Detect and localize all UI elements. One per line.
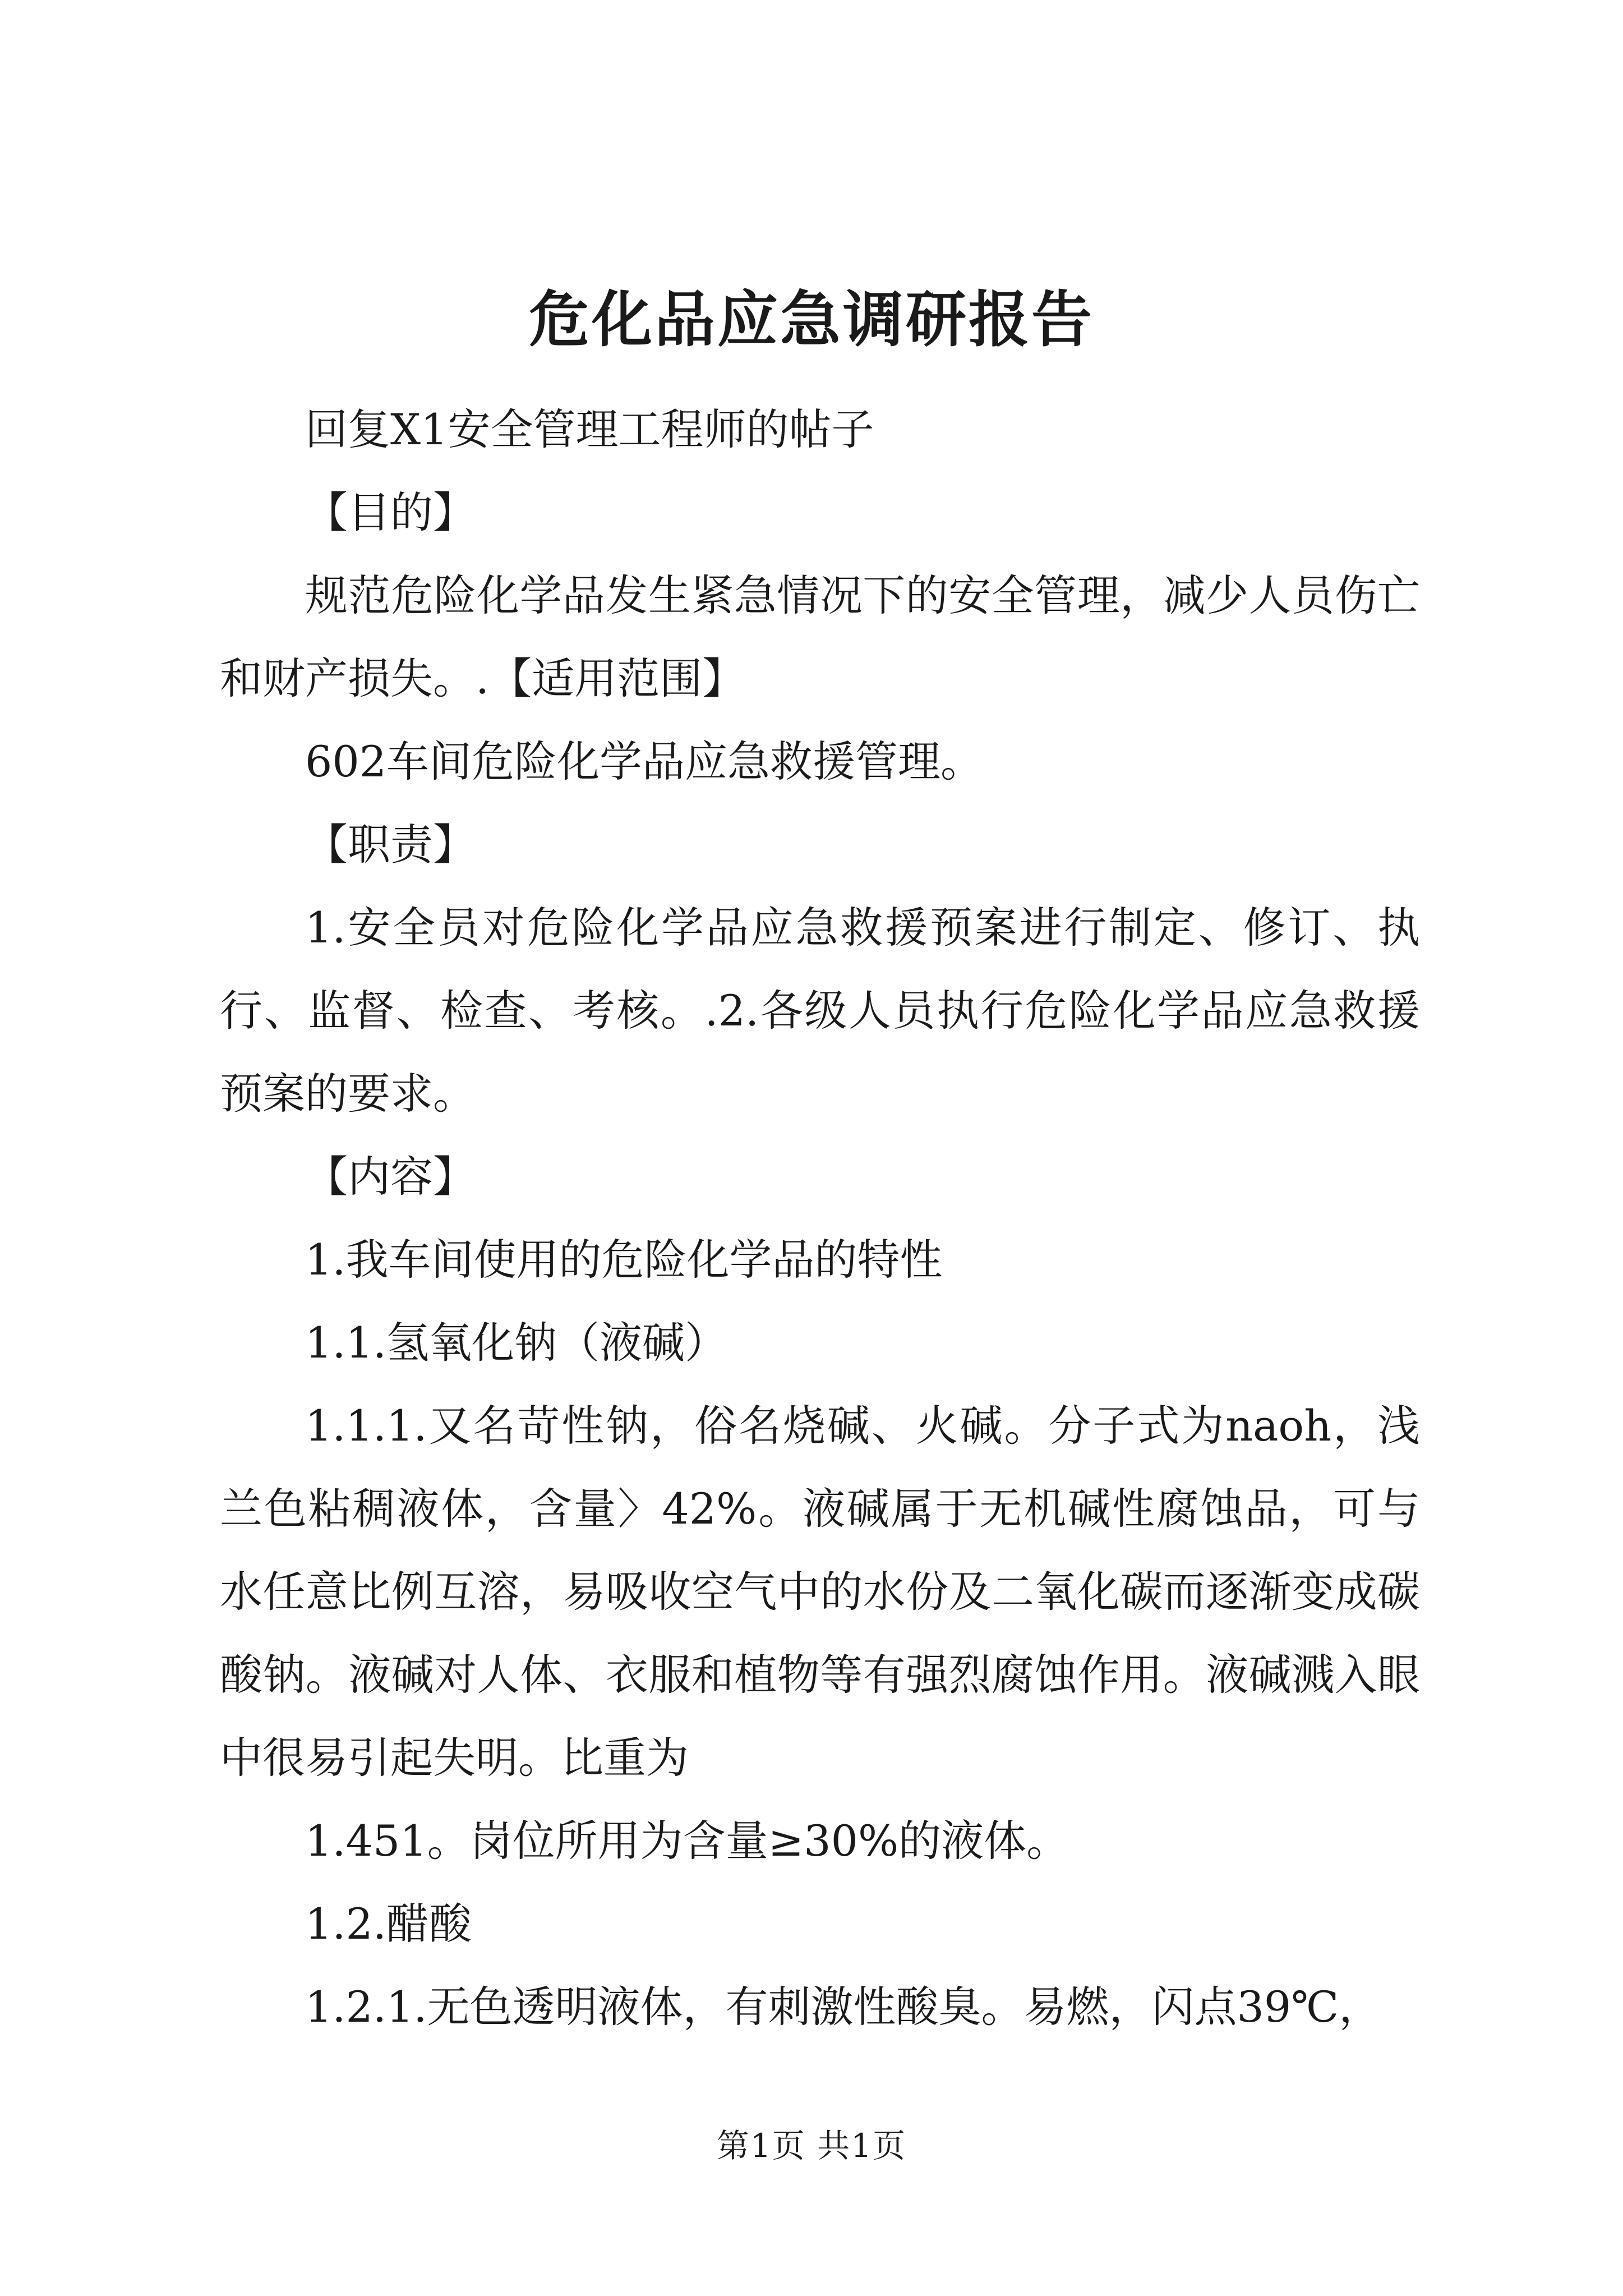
paragraph-acetic-acid-heading: 1.2.醋酸 bbox=[305, 1899, 472, 1949]
paragraph-chemicals-intro: 1.我车间使用的危险化学品的特性 bbox=[305, 1235, 943, 1285]
paragraph-purpose: 规范危险化学品发生紧急情况下的安全管理，减少人员伤亡和财产损失。.【适用范围】 bbox=[220, 570, 1420, 703]
document-title: 危化品应急调研报告 bbox=[528, 284, 1094, 355]
paragraph-sodium-hydroxide-gravity: 1.451。岗位所用为含量≥30%的液体。 bbox=[305, 1816, 1069, 1866]
section-heading-duties: 【职责】 bbox=[305, 820, 476, 869]
page-footer: 第1页 共1页 bbox=[716, 2127, 907, 2165]
paragraph-scope: 602车间危险化学品应急救援管理。 bbox=[305, 737, 984, 786]
paragraph-reply-note: 回复X1安全管理工程师的帖子 bbox=[305, 404, 874, 454]
document-body bbox=[220, 388, 1420, 2049]
section-heading-purpose: 【目的】 bbox=[305, 487, 476, 537]
paragraph-sodium-hydroxide-heading: 1.1.氢氧化钠（液碱） bbox=[305, 1318, 728, 1368]
section-heading-content: 【内容】 bbox=[305, 1152, 476, 1202]
paragraph-sodium-hydroxide-details: 1.1.1.又名苛性钠，俗名烧碱、火碱。分子式为naoh，浅兰色粘稠液体，含量〉42%。液碱属于无机碱性腐蚀品，可与水任意比例互溶，易吸收空气中的水份及二氧化碳而逐渐变成碳酸钠。液碱对人体、衣服和植物等有强烈腐蚀作用。液碱溅入眼中很易引起失明。比重为 bbox=[220, 1401, 1420, 1783]
paragraph-acetic-acid-details: 1.2.1.无色透明液体，有刺激性酸臭。易燃，闪点39℃， bbox=[305, 1982, 1382, 2032]
paragraph-duties: 1.安全员对危险化学品应急救援预案进行制定、修订、执行、监督、检查、考核。.2.各级人员执行危险化学品应急救援预案的要求。 bbox=[220, 903, 1420, 1119]
